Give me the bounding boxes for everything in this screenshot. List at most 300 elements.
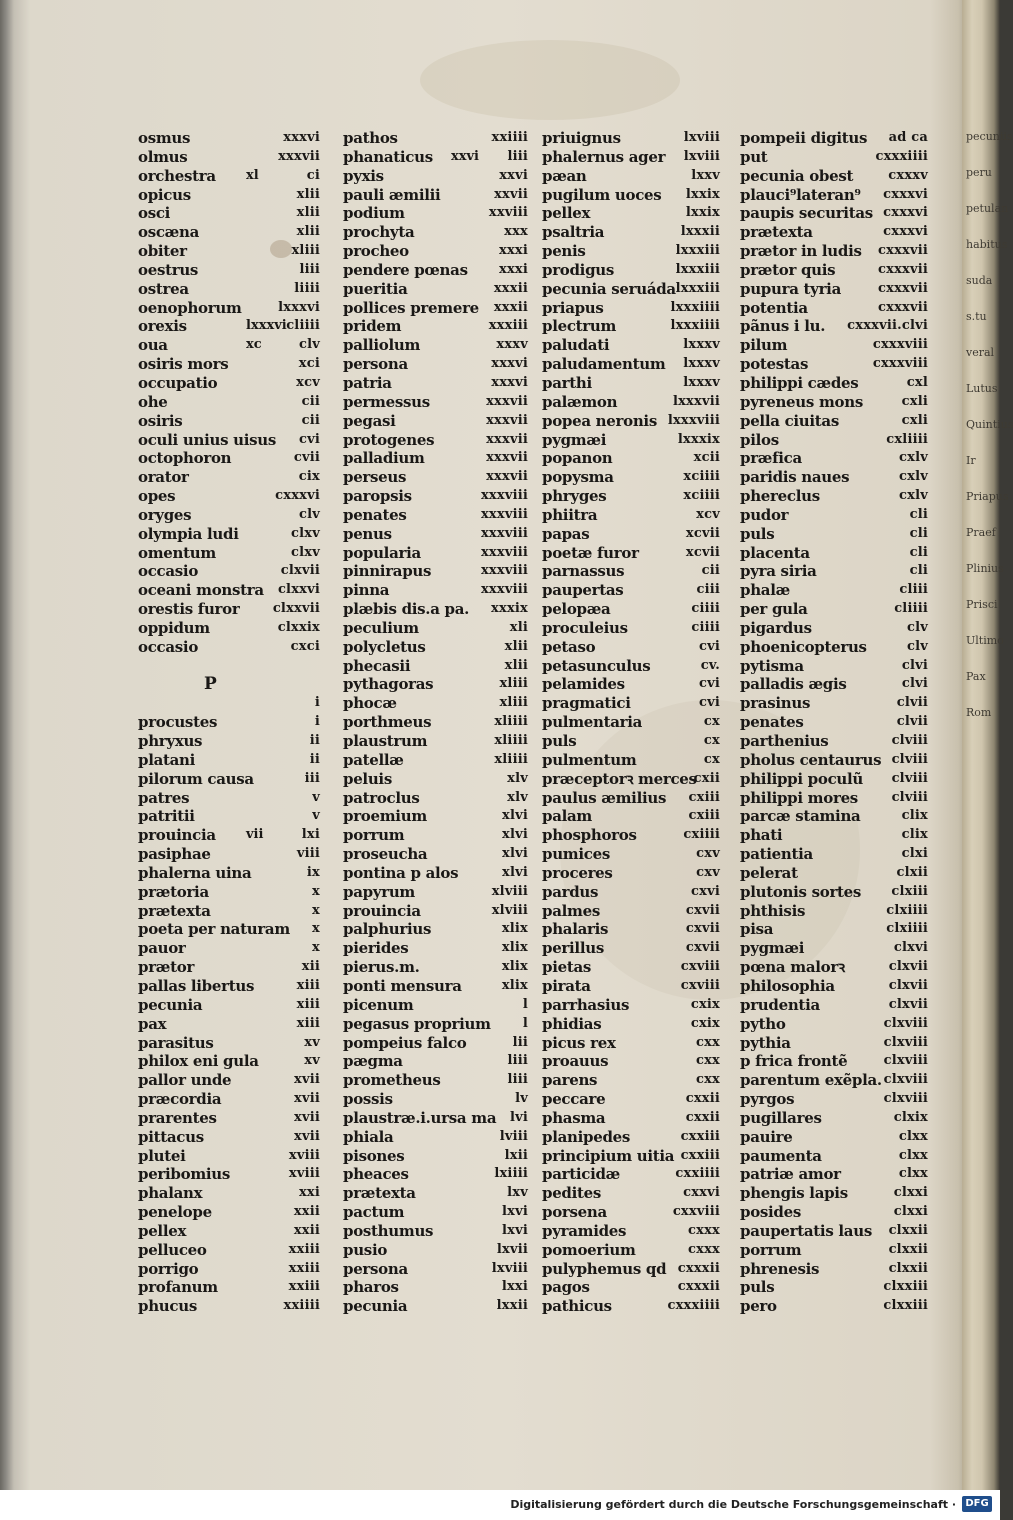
index-entry: [138, 355, 320, 374]
entry-page-number: clv: [298, 506, 320, 522]
entry-page-number: cxxiii: [680, 1147, 720, 1163]
entry-page-number: cxxxv: [888, 167, 928, 183]
index-entry: [740, 336, 928, 355]
entry-page-number: cxxxvii: [878, 261, 928, 277]
entry-word: pisa: [740, 920, 774, 939]
index-entry: [343, 148, 528, 167]
entry-word: pygmæi: [542, 430, 607, 449]
entry-word: pægma: [343, 1052, 403, 1071]
entry-word: pelopæa: [542, 600, 611, 619]
entry-word: porrigo: [138, 1259, 199, 1278]
entry-page-number: clxiiii: [886, 921, 928, 937]
entry-page-number: clxiii: [891, 883, 928, 899]
entry-word: ostrea: [138, 279, 189, 298]
index-entry: [740, 581, 928, 600]
entry-word: prouincia: [343, 901, 421, 920]
entry-page-number: cliiii: [894, 601, 928, 617]
entry-word: podium: [343, 204, 405, 223]
index-entry: [138, 845, 320, 864]
entry-page-number: lii: [512, 1034, 528, 1050]
index-entry: [138, 223, 320, 242]
entry-page-number: cxl: [906, 374, 928, 390]
index-entry: [343, 242, 528, 261]
entry-word: peccare: [542, 1090, 606, 1109]
entry-word: pompeii digitus: [740, 129, 868, 147]
index-entry: [740, 355, 928, 374]
index-entry: [138, 581, 320, 600]
entry-page-number: liiii: [294, 280, 320, 296]
entry-page-number: cxvii: [685, 902, 720, 918]
index-entry: [542, 317, 720, 336]
entry-word: placenta: [740, 543, 810, 562]
index-entry: [138, 167, 320, 186]
entry-page-number: cli: [909, 525, 928, 541]
index-entry: [343, 355, 528, 374]
entry-page-number: lxxxiii: [675, 261, 720, 277]
entry-page-number: l: [522, 1015, 528, 1031]
entry-page-number: cxxxii: [677, 1279, 720, 1295]
entry-word: paludati: [542, 336, 610, 355]
entry-word: popularia: [343, 543, 421, 562]
entry-page-number: cv.: [700, 657, 720, 673]
entry-page-number: clxi: [901, 846, 928, 862]
entry-word: oceani monstra: [138, 581, 264, 600]
entry-word: patria: [343, 373, 392, 392]
entry-word: petaso: [542, 637, 596, 656]
entry-page-number: lxvii: [496, 1241, 528, 1257]
entry-page-number: cxxxii: [677, 1260, 720, 1276]
entry-word: pulmentaria: [542, 713, 643, 732]
entry-word: prudentia: [740, 995, 820, 1014]
index-entry: [138, 148, 320, 167]
entry-page-number: lxxxvii: [672, 393, 720, 409]
index-entry: [343, 261, 528, 280]
entry-word: pridem: [343, 317, 402, 336]
entry-page-number: xii: [301, 959, 320, 975]
entry-word: peribomius: [138, 1165, 231, 1184]
entry-page-number: xxiii: [288, 1279, 320, 1295]
entry-page-number: xxxvi: [491, 374, 528, 390]
entry-page-number: xxxvii: [486, 431, 528, 447]
entry-word: prarentes: [138, 1108, 217, 1127]
entry-page-number: clxxiii: [883, 1279, 928, 1295]
entry-word: palliolum: [343, 336, 421, 355]
entry-page-number: cxx: [695, 1034, 720, 1050]
index-entry: [343, 902, 528, 921]
entry-page-number: xlii: [296, 224, 320, 240]
entry-word: philippi cædes: [740, 373, 859, 392]
entry-page-number: lv: [515, 1091, 528, 1107]
entry-word: paulus æmilius: [542, 788, 667, 807]
index-entry: [343, 600, 528, 619]
index-entry: [138, 1052, 320, 1071]
index-entry: [542, 807, 720, 826]
entry-page-number: xviii: [288, 1147, 320, 1163]
entry-page-number: lxxi: [501, 1279, 528, 1295]
entry-page-number: cxiiii: [683, 827, 720, 843]
entry-word: pinna: [343, 581, 390, 600]
entry-page-number: clxix: [893, 1109, 928, 1125]
entry-page-number: x: [312, 883, 320, 899]
entry-page-number: cxlv: [899, 450, 928, 466]
entry-word: puls: [740, 524, 775, 543]
entry-page-number: v: [312, 789, 320, 805]
entry-word: pœna malorꝛ: [740, 958, 845, 977]
entry-word: procheo: [343, 242, 409, 261]
entry-page-number: ciiii: [691, 619, 720, 635]
edge-fragment: Lutus: [966, 382, 998, 395]
entry-word: pella ciuitas: [740, 411, 839, 430]
index-entry: [138, 1109, 320, 1128]
index-entry: [740, 223, 928, 242]
entry-word: pudor: [740, 505, 789, 524]
index-entry: [740, 449, 928, 468]
entry-word: pyrgos: [740, 1090, 795, 1109]
index-entry: [138, 336, 320, 355]
index-entry: [138, 1090, 320, 1109]
index-entry: [740, 694, 928, 713]
entry-page-number: cxxxvii: [878, 280, 928, 296]
entry-word: protogenes: [343, 430, 435, 449]
index-entry: [343, 1203, 528, 1222]
entry-page-number: clvii: [896, 714, 928, 730]
entry-word: pholus centaurus: [740, 750, 882, 769]
edge-fragment: suda: [966, 274, 993, 287]
entry-word: pyreneus mons: [740, 392, 863, 411]
edge-fragment: Plinius: [966, 562, 1004, 575]
entry-page-number: cxv: [696, 864, 720, 880]
index-entry: [343, 506, 528, 525]
index-entry: [343, 1015, 528, 1034]
entry-page-number: xxxii: [493, 299, 528, 315]
index-entry: [343, 129, 528, 148]
entry-page-number: cxix: [690, 1015, 720, 1031]
index-entry: [138, 186, 320, 205]
entry-page-number: liii: [507, 1053, 528, 1069]
index-entry: [343, 807, 528, 826]
entry-word: pelluceo: [138, 1240, 207, 1259]
entry-word: psaltria: [542, 223, 605, 242]
index-entry: [740, 1034, 928, 1053]
entry-page-number: clxxii: [888, 1260, 928, 1276]
index-entry: [740, 864, 928, 883]
entry-word: pecunia obest: [740, 166, 854, 185]
index-entry: [343, 732, 528, 751]
entry-page-number: lxxxv: [683, 337, 720, 353]
index-entry: [542, 261, 720, 280]
index-entry: [542, 920, 720, 939]
entry-page-number: cx: [703, 733, 720, 748]
entry-page-number: clxxii: [888, 1222, 928, 1238]
entry-page-number: xxxviii: [480, 582, 528, 598]
entry-word: pegasi: [343, 411, 396, 430]
entry-word: profanum: [138, 1278, 218, 1297]
index-entry: [542, 204, 720, 223]
index-entry: [138, 1034, 320, 1053]
edge-fragment: s.tu: [966, 310, 987, 323]
entry-word: oryges: [138, 505, 192, 524]
entry-word: oestrus: [138, 260, 199, 279]
entry-page-number: cliiii: [286, 318, 320, 334]
index-entry: [343, 468, 528, 487]
entry-word: peluis: [343, 769, 392, 788]
index-entry: [740, 1109, 928, 1128]
entry-page-number: ad ca: [888, 130, 928, 145]
index-entry: [138, 1203, 320, 1222]
entry-page-number: lxxii: [496, 1298, 528, 1314]
index-entry: [542, 1184, 720, 1203]
entry-page-number: xxxv: [496, 337, 528, 353]
entry-page-number: xcvii: [685, 544, 720, 560]
entry-page-number: xlviii: [491, 883, 528, 899]
entry-page-number: cxliiii: [886, 431, 928, 447]
entry-page-number: xlix: [501, 977, 528, 993]
entry-word: oculi unius uisus: [138, 430, 277, 449]
index-entry: [343, 186, 528, 205]
entry-word: philox eni gula: [138, 1052, 259, 1071]
index-entry: [740, 1278, 928, 1297]
index-entry: [740, 619, 928, 638]
edge-fragment: Ultimo: [966, 634, 1004, 647]
entry-page-number: xxxvii: [486, 412, 528, 428]
index-entry: [138, 638, 320, 657]
entry-page-number: cxxiii: [680, 1128, 720, 1144]
entry-word: prætor: [138, 958, 195, 977]
entry-page-number: xxxviii: [480, 506, 528, 522]
entry-word: pagos: [542, 1278, 590, 1297]
edge-fragment: Priapus: [966, 490, 1009, 503]
entry-word: palæmon: [542, 392, 618, 411]
entry-word: pauli æmilii: [343, 185, 441, 204]
entry-page-number: xiii: [296, 977, 320, 993]
index-entry: [740, 374, 928, 393]
index-entry: [138, 732, 320, 751]
entry-page-number: xxx: [504, 224, 528, 240]
index-entry: [740, 1090, 928, 1109]
index-entry: [138, 487, 320, 506]
entry-page-number: xiii: [296, 996, 320, 1012]
index-entry: [542, 675, 720, 694]
entry-page-number: lxvi: [502, 1204, 528, 1220]
entry-page-number: cxiii: [688, 789, 720, 805]
entry-word: poeta per naturam: [138, 920, 290, 939]
entry-page-number: xlii: [504, 657, 528, 673]
entry-word: pero: [740, 1297, 777, 1316]
entry-word: prouincia: [138, 826, 216, 845]
entry-page-number: clxiiii: [886, 902, 928, 918]
index-entry: [138, 826, 320, 845]
entry-word: pyra siria: [740, 562, 817, 581]
entry-page-number: cxxii: [685, 1091, 720, 1107]
entry-page-number: cx: [703, 714, 720, 730]
entry-page-number: xlix: [501, 940, 528, 956]
entry-word: put: [740, 147, 768, 166]
index-entry: [740, 1241, 928, 1260]
entry-word: principium uitia: [542, 1146, 675, 1165]
entry-page-number: xxiii: [288, 1241, 320, 1257]
entry-word: prodigus: [542, 260, 615, 279]
entry-word: peculium: [343, 618, 419, 637]
entry-page-number: cx: [703, 751, 720, 767]
entry-word: pierus.m.: [343, 958, 420, 977]
index-entry: [343, 299, 528, 318]
entry-word: proauus: [542, 1052, 609, 1071]
entry-word: pheaces: [343, 1165, 409, 1184]
entry-page-number: x: [312, 921, 320, 937]
entry-page-number: lxv: [507, 1185, 528, 1201]
index-entry: [343, 883, 528, 902]
entry-word: patriæ amor: [740, 1165, 841, 1184]
entry-word: penates: [343, 505, 407, 524]
entry-page-number: l: [522, 996, 528, 1012]
edge-fragment: veral: [966, 346, 995, 359]
entry-word: palmes: [542, 901, 600, 920]
index-entry: [740, 1052, 928, 1071]
entry-word: pygmæi: [740, 939, 805, 958]
entry-word: opicus: [138, 185, 191, 204]
entry-page-number: cvi: [698, 638, 720, 654]
index-entry: [542, 242, 720, 261]
index-entry: [343, 317, 528, 336]
entry-page-number: cxix: [690, 996, 720, 1012]
index-entry: [343, 393, 528, 412]
entry-word: picenum: [343, 995, 414, 1014]
next-page-edge: [962, 0, 1013, 1490]
entry-page-number: xliiii: [494, 714, 528, 730]
entry-page-number: cxii: [693, 770, 720, 786]
index-entry: [343, 336, 528, 355]
index-entry: [740, 1297, 928, 1316]
entry-word: osiris: [138, 411, 183, 430]
index-entry: [740, 261, 928, 280]
index-entry: [542, 1278, 720, 1297]
entry-page-number: clviii: [891, 751, 928, 767]
index-entry: [542, 129, 720, 148]
entry-word: plaustrum: [343, 732, 428, 750]
entry-word: palam: [542, 807, 592, 826]
entry-page-number: lxviii: [683, 130, 720, 145]
entry-page-number: xvii: [294, 1128, 320, 1144]
entry-word: pompeius falco: [343, 1033, 467, 1052]
index-entry: [343, 374, 528, 393]
entry-page-number: cxxiiii: [675, 1166, 720, 1182]
entry-word: potentia: [740, 298, 808, 317]
index-entry: [740, 1222, 928, 1241]
entry-page-number: cxxxvi: [883, 224, 928, 240]
entry-page-number: xci: [298, 356, 320, 372]
entry-page-number: cxvi: [691, 883, 720, 899]
entry-word: pisones: [343, 1146, 405, 1165]
entry-word: opes: [138, 487, 176, 506]
index-entry: [542, 1147, 720, 1166]
edge-fragment: Rom: [966, 706, 992, 719]
entry-page-number: xvii: [294, 1091, 320, 1107]
entry-page-number: xxvi: [499, 167, 528, 183]
index-entry: [542, 732, 720, 751]
index-entry: [740, 129, 928, 148]
entry-word: phucus: [138, 1297, 197, 1316]
entry-page-number: cxxxvii: [878, 299, 928, 315]
entry-word: pinnirapus: [343, 562, 432, 581]
entry-word: prætoria: [138, 882, 209, 901]
index-entry: [343, 1260, 528, 1279]
index-entry: [542, 619, 720, 638]
entry-word: prætexta: [138, 901, 211, 920]
entry-word: persona: [343, 1259, 408, 1278]
entry-word: proseucha: [343, 845, 428, 864]
entry-page-number: cii: [301, 412, 320, 428]
entry-page-number: xlvi: [502, 808, 528, 824]
entry-word: orexis: [138, 317, 187, 336]
index-entry: [542, 525, 720, 544]
entry-page-number: cvi: [298, 431, 320, 447]
entry-page-number: xlvi: [502, 864, 528, 880]
entry-page-number: lxxxii: [680, 224, 720, 240]
entry-page-number: clxv: [291, 525, 320, 541]
entry-page-number: cxx: [695, 1053, 720, 1069]
entry-page-number: clxxi: [893, 1204, 928, 1220]
index-entry: [542, 1034, 720, 1053]
entry-word: pellex: [542, 204, 591, 223]
index-entry: [138, 1147, 320, 1166]
entry-page-number: cxlv: [899, 469, 928, 485]
entry-page-number: cxxxvi: [883, 186, 928, 202]
entry-page-number: cxxx: [688, 1222, 720, 1238]
index-entry: [740, 525, 928, 544]
entry-word: poetæ furor: [542, 543, 639, 562]
entry-page-number: xxxviii: [480, 544, 528, 560]
index-entry: [542, 657, 720, 676]
entry-page-number: xv: [304, 1034, 320, 1050]
index-entry: [542, 1052, 720, 1071]
index-entry: [740, 242, 928, 261]
index-entry: [542, 167, 720, 186]
paper-stain: [420, 40, 680, 120]
entry-page-number: xxxvii: [486, 450, 528, 466]
entry-page-number: lxviii: [683, 148, 720, 164]
entry-word: prætexta: [343, 1184, 416, 1203]
entry-word: prometheus: [343, 1071, 441, 1090]
index-entry: [740, 1015, 928, 1034]
index-entry: [740, 1147, 928, 1166]
entry-page-number: cii: [701, 563, 720, 579]
index-entry: [542, 336, 720, 355]
index-entry: [740, 1128, 928, 1147]
index-entry: [740, 807, 928, 826]
index-entry: [542, 223, 720, 242]
entry-word: penus: [343, 524, 392, 543]
entry-page-number: clxx: [898, 1166, 928, 1182]
entry-page-number: cli: [909, 506, 928, 522]
index-entry: [138, 807, 320, 826]
index-entry: [542, 1128, 720, 1147]
index-entry: [138, 864, 320, 883]
index-entry: [542, 713, 720, 732]
entry-word: orchestra: [138, 166, 216, 185]
index-entry: [343, 487, 528, 506]
index-entry: [542, 280, 720, 299]
entry-page-number: xxxvii: [486, 393, 528, 409]
entry-page-number: clv: [906, 638, 928, 654]
index-entry: [138, 299, 320, 318]
index-entry: [343, 1071, 528, 1090]
index-entry: [542, 148, 720, 167]
index-entry: [542, 789, 720, 808]
entry-page-number: lxvi: [502, 1222, 528, 1238]
entry-word: plutei: [138, 1146, 186, 1165]
index-entry: [343, 977, 528, 996]
index-entry: [138, 468, 320, 487]
